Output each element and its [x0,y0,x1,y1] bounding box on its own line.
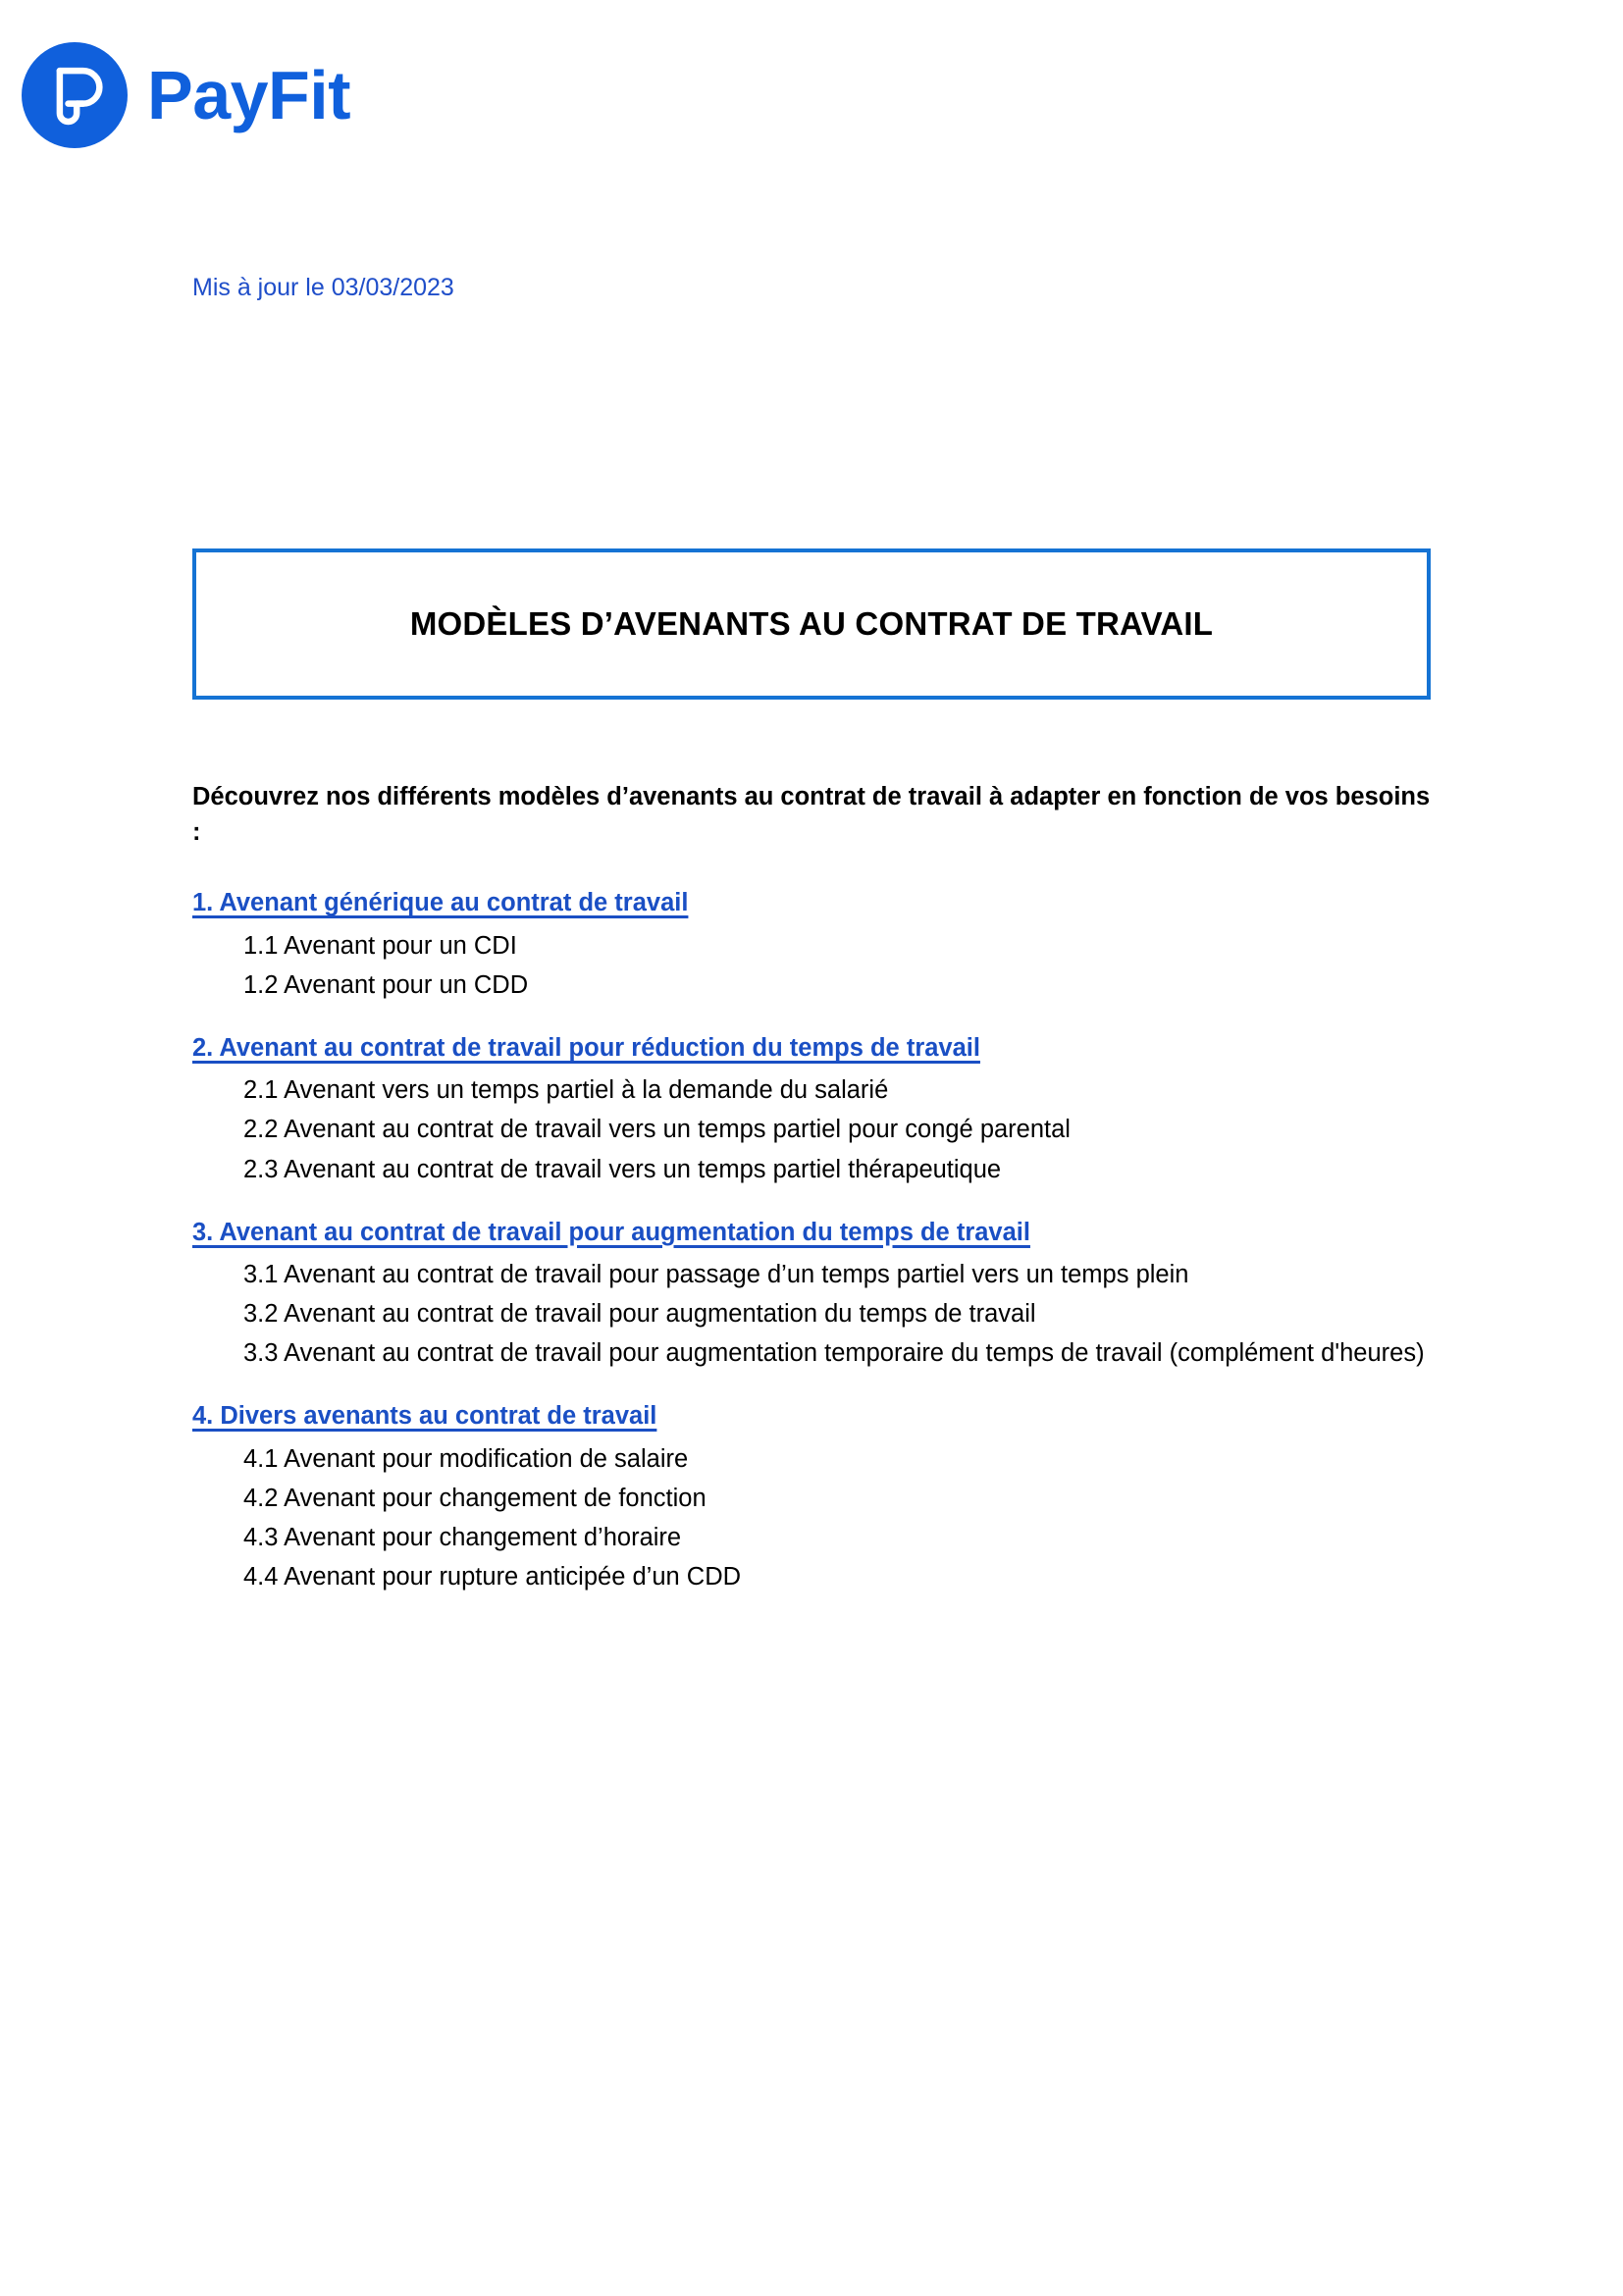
list-item[interactable]: 2.2 Avenant au contrat de travail vers un temps partiel pour congé parental [243,1116,1071,1144]
payfit-wordmark: PayFit [147,57,351,133]
section-3 [192,1217,1439,1372]
section-4-heading-link[interactable]: 4. Divers avenants au contrat de travail [192,1402,657,1431]
section-2-heading-link[interactable]: 2. Avenant au contrat de travail pour réduction du temps de travail [192,1033,980,1062]
payfit-logo [22,42,350,148]
intro-paragraph: Découvrez nos différents modèles d’avenants au contrat de travail à adapter en fonction de vos besoins : [192,783,1431,847]
list-item[interactable]: 3.2 Avenant au contrat de travail pour augmentation du temps de travail [243,1300,1036,1329]
list-item[interactable]: 2.3 Avenant au contrat de travail vers un temps partiel thérapeutique [243,1155,1002,1183]
list-item[interactable]: 4.1 Avenant pour modification de salaire [243,1444,689,1473]
document-title-box [192,548,1431,700]
section-3-item-list [192,1257,1439,1372]
last-updated-date: Mis à jour le 03/03/2023 [192,274,454,301]
section-4-item-list [192,1441,1439,1595]
payfit-p-logo-icon [22,42,128,148]
list-item[interactable]: 4.2 Avenant pour changement de fonction [243,1484,707,1512]
section-2 [192,1032,1439,1187]
section-2-item-list [192,1072,1439,1187]
page-title: MODÈLES D’AVENANTS AU CONTRAT DE TRAVAIL [409,605,1214,642]
list-item[interactable]: 4.4 Avenant pour rupture anticipée d’un CDD [243,1563,742,1592]
list-item[interactable]: 2.1 Avenant vers un temps partiel à la demande du salarié [243,1076,889,1105]
section-4 [192,1400,1439,1594]
list-item[interactable]: 3.3 Avenant au contrat de travail pour augmentation temporaire du temps de travail (complément d'heures) [243,1339,1425,1368]
list-item[interactable]: 4.3 Avenant pour changement d’horaire [243,1524,682,1551]
document-body [192,779,1439,1624]
section-1-item-list [192,928,1439,1003]
section-3-heading-link[interactable]: 3. Avenant au contrat de travail pour augmentation du temps de travail [192,1218,1030,1246]
list-item[interactable]: 3.1 Avenant au contrat de travail pour passage d’un temps partiel vers un temps plein [243,1260,1189,1288]
section-1 [192,887,1439,1003]
section-1-heading-link[interactable]: 1. Avenant générique au contrat de travail [192,889,689,917]
list-item[interactable]: 1.1 Avenant pour un CDI [243,931,517,960]
list-item[interactable]: 1.2 Avenant pour un CDD [243,970,529,999]
